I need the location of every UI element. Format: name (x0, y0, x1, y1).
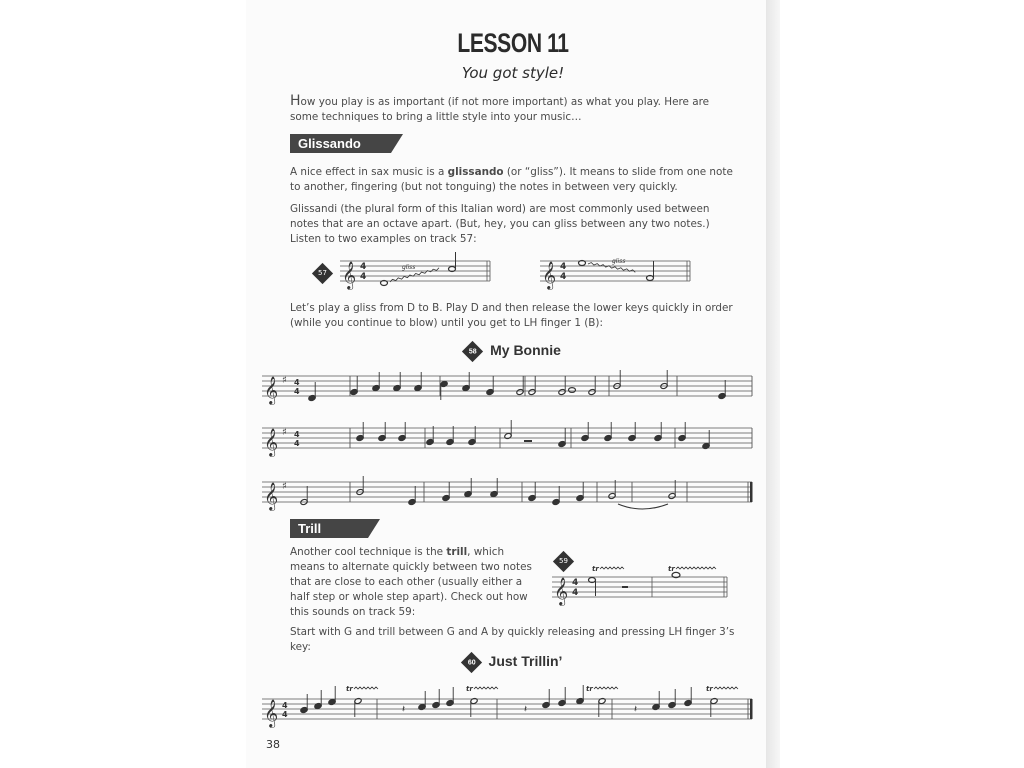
track-59-badge: 59 (556, 551, 581, 570)
svg-text:𝄞: 𝄞 (264, 699, 279, 727)
trill-example-staff (552, 565, 732, 610)
gliss-example-1-staff (340, 255, 500, 290)
svg-text:4: 4 (572, 588, 579, 598)
glissando-term: glissando (447, 166, 504, 178)
svg-text:𝄽: 𝄽 (634, 704, 638, 715)
just-trillin-score (262, 684, 757, 729)
track-58-badge: 58 (462, 341, 483, 362)
svg-text:4: 4 (282, 701, 288, 710)
svg-text:4: 4 (294, 430, 300, 439)
just-trillin-title: 60 Just Trillin’ (246, 653, 780, 670)
svg-text:tr: tr (592, 565, 599, 573)
trill-heading: Trill (290, 519, 368, 538)
my-bonnie-score (262, 370, 757, 510)
svg-text:4: 4 (360, 262, 367, 272)
svg-text:𝄞: 𝄞 (264, 428, 279, 456)
svg-text:𝄞: 𝄞 (342, 261, 357, 289)
track-60-badge: 60 (460, 652, 481, 673)
drop-cap: H (290, 93, 301, 109)
svg-text:4: 4 (294, 439, 300, 448)
trill-term: trill (446, 546, 468, 558)
svg-text:tr: tr (466, 685, 473, 693)
trill-paragraph-2: Start with G and trill between G and A by quickly releasing and pressing LH finger 3’s key: (290, 626, 735, 653)
svg-text:𝄽: 𝄽 (402, 704, 406, 715)
intro-text: ow you play is as important (if not more important) as what you play. Here are some techniques to bring a little style into your music… (290, 96, 710, 123)
svg-text:4: 4 (282, 710, 288, 719)
svg-text:gliss: gliss (402, 264, 416, 271)
svg-text:4: 4 (294, 387, 300, 396)
svg-text:4: 4 (294, 378, 300, 387)
svg-text:gliss: gliss (612, 258, 626, 265)
intro-paragraph (290, 94, 736, 125)
svg-text:𝄞: 𝄞 (554, 577, 569, 605)
svg-text:𝄞: 𝄞 (264, 482, 279, 510)
svg-text:tr: tr (668, 565, 675, 573)
svg-text:4: 4 (560, 272, 567, 282)
page-number: 38 (266, 738, 280, 751)
track-57-badge: 57 (315, 263, 340, 282)
my-bonnie-title: 58 My Bonnie (246, 342, 780, 359)
glissando-paragraph-3: Let’s play a gliss from D to B. Play D and then release the lower keys quickly in order (while you continue to blow) until you get to LH finger 1 (B): (290, 302, 733, 329)
svg-text:4: 4 (360, 272, 367, 282)
glissando-paragraph-2: Glissandi (the plural form of this Italian word) are most commonly used between notes that are an octave apart. (But, hey, you can gliss between any two notes.) Listen to two examples on track 57: (290, 203, 710, 245)
svg-text:tr: tr (586, 685, 593, 693)
svg-text:tr: tr (706, 685, 713, 693)
glissando-paragraph-1: A nice effect in sax music is a glissando (or “gliss”). It means to slide from one note to another, fingering (but not tonguing) the notes in between very quickly. (290, 166, 733, 193)
lesson-subtitle: You got style! (461, 64, 565, 82)
svg-text:tr: tr (346, 685, 353, 693)
svg-text:♯: ♯ (282, 481, 287, 492)
lesson-title: LESSON 11 (457, 28, 569, 58)
svg-text:4: 4 (572, 578, 579, 588)
svg-text:4: 4 (560, 262, 567, 272)
svg-text:𝄞: 𝄞 (542, 261, 557, 289)
svg-text:♯: ♯ (282, 427, 287, 438)
trill-paragraph-1: Another cool technique is the trill, which means to alternate quickly between two notes that are close to each other (usually either a half step or whole step apart). Check out how this sounds on track 59: (290, 546, 532, 618)
svg-text:♯: ♯ (282, 375, 287, 386)
svg-text:𝄞: 𝄞 (264, 376, 279, 404)
gliss-example-2-staff (540, 255, 700, 290)
glissando-heading: Glissando (290, 134, 391, 153)
svg-text:𝄽: 𝄽 (524, 704, 528, 715)
